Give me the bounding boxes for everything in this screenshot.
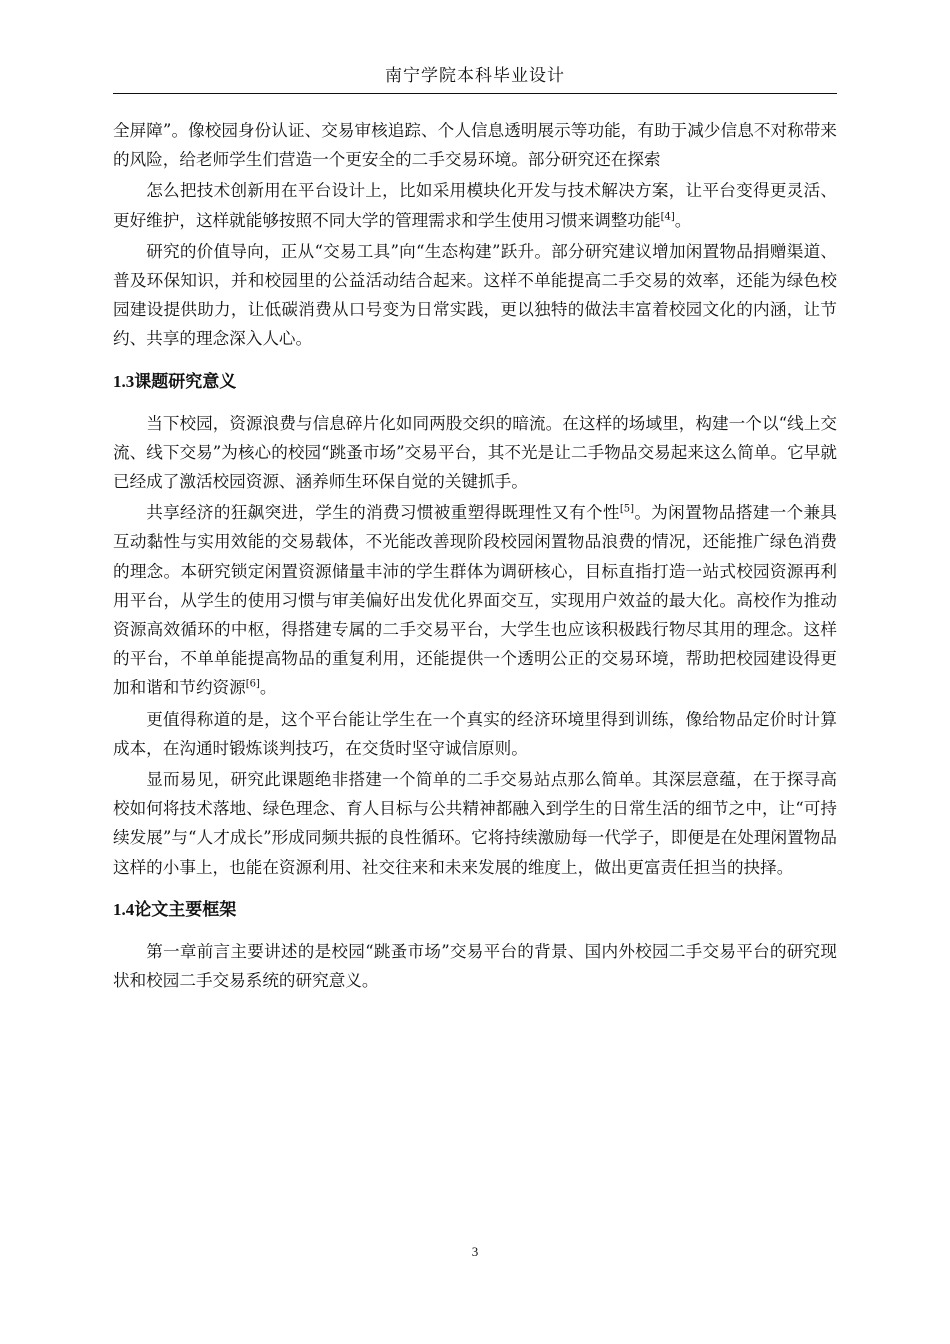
paragraph-text: 更值得称道的是，这个平台能让学生在一个真实的经济环境里得到训练，像给物品定价时计算成本，在沟通时锻炼谈判技巧，在交货时坚守诚信原则。 <box>113 709 837 758</box>
citation-ref: [6] <box>245 678 260 690</box>
body-content <box>113 116 837 997</box>
paragraph-text: 第一章前言主要讲述的是校园“跳蚤市场”交易平台的背景、国内外校园二手交易平台的研究现状和校园二手交易系统的研究意义。 <box>113 941 837 991</box>
section-number: 1.3 <box>113 371 135 391</box>
paragraph <box>113 705 837 763</box>
citation-ref: [4] <box>660 211 675 223</box>
section-title: 论文主要框架 <box>134 899 237 919</box>
paragraph-text: 。为闲置物品搭建一个兼具互动黏性与实用效能的交易载体，不光能改善现阶段校园闲置物品浪费的情况，还能推广绿色消费的理念。本研究锁定闲置资源储量丰沛的学生群体为调研核心，目标直指打造一站式校园资源再利用平台，从学生的使用习惯与审美偏好出发优化界面交互，实现用户效益的最大化。高校作为推动资源高效循环的中枢，得搭建专属的二手交易平台，大学生也应该积极践行物尽其用的理念。这样的平台，不单单能提高物品的重复利用，还能提供一个透明公正的交易环境，帮助把校园建设得更加和谐和节约资源 <box>113 503 838 698</box>
paragraph <box>113 409 837 497</box>
paragraph <box>113 765 837 882</box>
header-rule <box>113 93 837 94</box>
section-1-4-body <box>113 937 837 995</box>
section-title: 课题研究意义 <box>134 371 237 391</box>
paragraph-text: 。 <box>259 678 277 698</box>
section-1-3-body <box>113 409 837 882</box>
paragraph <box>113 176 837 234</box>
paragraph-text: 。 <box>674 210 692 230</box>
section-heading-1-3 <box>113 369 837 395</box>
paragraph-text: 当下校园，资源浪费与信息碎片化如同两股交织的暗流。在这样的场域里，构建一个以“线上交流、线下交易”为核心的校园“跳蚤市场”交易平台，其不光是让二手物品交易起来这么简单。它早就已经成了激活校园资源、涵养师生环保自觉的关键抓手。 <box>113 413 837 492</box>
paragraph <box>113 116 837 174</box>
paragraph-text: 显而易见，研究此课题绝非搭建一个简单的二手交易站点那么简单。其深层意蕴，在于探寻高校如何将技术落地、绿色理念、育人目标与公共精神都融入到学生的日常生活的细节之中，让“可持续发展”与“人才成长”形成同频共振的良性循环。它将持续激励每一代学子，即便是在处理闲置物品这样的小事上，也能在资源利用、社交往来和未来发展的维度上，做出更富责任担当的抉择。 <box>113 770 837 877</box>
paragraph-text: 怎么把技术创新用在平台设计上，比如采用模块化开发与技术解决方案，让平台变得更灵活、更好维护，这样就能够按照不同大学的管理需求和学生使用习惯来调整功能 <box>113 181 837 230</box>
paragraph <box>113 498 837 702</box>
citation-ref: [5] <box>619 503 635 515</box>
running-header: 南宁学院本科毕业设计 <box>385 66 565 86</box>
section-number: 1.4 <box>113 899 135 919</box>
paragraph-text: 全屏障”。像校园身份认证、交易审核追踪、个人信息透明展示等功能，有助于减少信息不对称带来的风险，给老师学生们营造一个更安全的二手交易环境。部分研究还在探索 <box>113 121 837 170</box>
paragraph-text: 共享经济的狂飙突进，学生的消费习惯被重塑得既理性又有个性 <box>146 503 620 523</box>
paragraph-text: 研究的价值导向，正从“交易工具”向“生态构建”跃升。部分研究建议增加闲置物品捐赠渠道、普及环保知识，并和校园里的公益活动结合起来。这样不单能提高二手交易的效率，还能为绿色校园建设提供助力，让低碳消费从口号变为日常实践，更以独特的做法丰富着校园文化的内涵，让节约、共享的理念深入人心。 <box>113 241 837 349</box>
paragraph-group-top <box>113 116 837 354</box>
section-heading-1-4 <box>113 897 837 923</box>
paragraph <box>113 237 837 354</box>
paragraph <box>113 937 837 995</box>
page-number: 3 <box>471 1244 479 1259</box>
